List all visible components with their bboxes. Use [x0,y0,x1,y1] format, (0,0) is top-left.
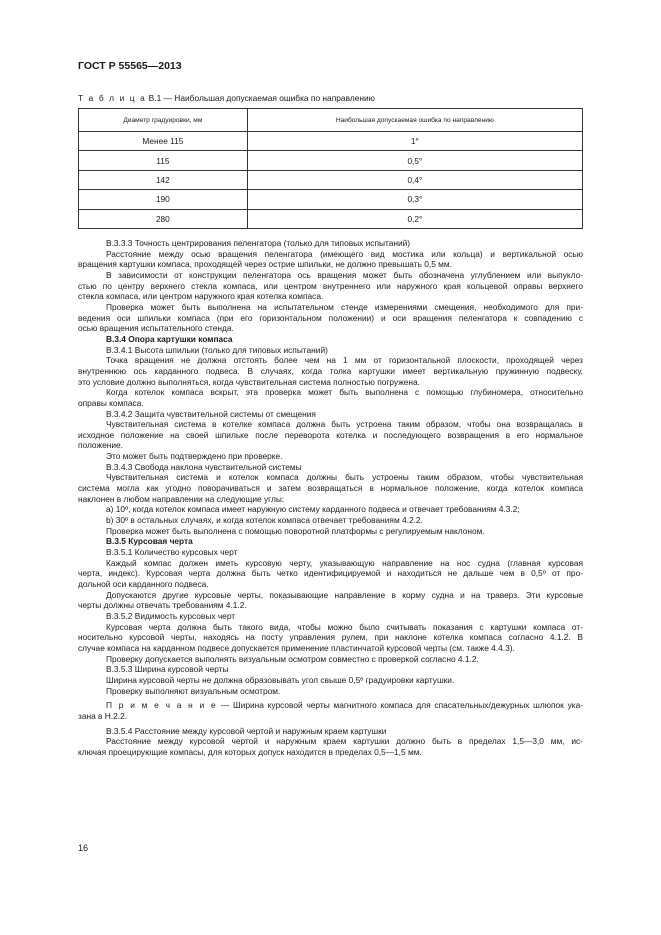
section-heading: В.3.5.1 Количество курсовых черт [106,547,238,558]
table-cell-diameter: 190 [79,190,248,209]
section-heading: В.3.4.2 Защита чувствительной системы от смещения [106,408,316,419]
paragraph-line: Курсовая черта должна быть такого вида, чтобы можно было считывать показания с картушки компаса от- [106,621,583,632]
table-cell-diameter: 280 [79,209,248,228]
note-label: П р и м е ч а н и е [106,700,218,711]
note-text: — Ширина курсовой черты магнитного компаса для спасательных/дежурных шлюпок ука- [217,700,583,711]
table-caption-text: В.1 — Наибольшая допускаемая ошибка по направлению [146,93,375,103]
table-cell-error: 1° [247,132,582,151]
table-row [79,170,583,189]
document-header: ГОСТ Р 55565—2013 [78,60,182,72]
paragraph-line: случае компаса на карданном подвесе допускается применение пластинчатой курсовой черты (см. также 4.4.3). [78,642,515,653]
paragraph-line: ключая проецирующие компасы, для которых допуск находится в пределах 0,5—1,5 мм. [78,746,422,757]
table-cell-error: 0,3° [247,190,582,209]
section-heading: В.3.5.3 Ширина курсовой черты [106,664,229,675]
table-header-error: Наибольшая допускаемая ошибка по направлению [247,109,582,132]
section-heading: В.3.4.3 Свобода наклона чувствительной системы [106,461,302,472]
paragraph-line: носительно курсовой черты, находясь на посту управления рулем, при наклоне котелка компаса согласно 4.1.2. В [78,632,583,643]
table-row [79,190,583,209]
paragraph-line: стекла компаса, или центром наружного края котелка компаса. [78,291,324,302]
table-header-row [79,109,583,132]
section-heading: В.3.5.4 Расстояние между курсовой чертой и наружным краем картушки [106,725,387,736]
paragraph-line: система могла как угодно поворачиваться и затем возвращаться в нормальное положение, когда котелок компаса [78,483,583,494]
section-heading: В.3.4.1 Высота шпильки (только для типовых испытаний) [106,344,328,355]
paragraph-line: Проверку допускается выполнять визуальным осмотром совместно с проверкой согласно 4.1.2. [106,653,479,664]
paragraph-line: исходное положение на своей шпильке после переворота котелка и последующего возвращения в его нормальное [78,429,583,440]
table-header-diameter: Диаметр градуировки, мм [79,109,248,132]
paragraph-line: это условие должно выполняться, когда чувствительная система полностью погружена. [78,376,420,387]
error-table [78,108,583,229]
paragraph-line: ведения оси шпильки компаса (при его горизонтальном положении) и оси вращения пеленгатора к совпадению с [78,312,583,323]
table-cell-error: 0,4° [247,170,582,189]
paragraph-line: Расстояние между осью вращения пеленгатора (имеющего вид мостика или кольца) и вертикальной осью [106,248,583,259]
paragraph-line: В зависимости от конструкции пеленгатора ось вращения может быть обозначена углублением или выпукло- [106,269,583,280]
paragraph-line: внутреннюю ось карданного подвеса. В случаях, когда толка картушки имеет вертикальную пружинную подвеску, [78,365,583,376]
section-heading: В.3.5.2 Видимость курсовых черт [106,610,236,621]
paragraph-line: положение. [78,440,123,451]
paragraph-line: Проверку выполняют визуальным осмотром. [106,685,281,696]
table-row [79,151,583,170]
paragraph-line: Расстояние между курсовой чертой и наружным краем картушки должно быть в пределах 1,5—3,0 мм, ис- [106,736,583,747]
paragraph-line: Это может быть подтверждено при проверке. [106,451,283,462]
paragraph-line: стью по центру верхнего стекла компаса, или центром внутреннего или наружного края кольцевой оправы верхнего [78,280,583,291]
paragraph-line: Проверка может быть выполнена на испытательном стенде измерениями смещения, необходимого для при- [106,301,583,312]
paragraph-line: Чувствительная система в котелке компаса должна быть устроена таким образом, чтобы она возвращалась в [106,419,583,430]
table-cell-diameter: Менее 115 [79,132,248,151]
paragraph-line: наклонен в любом направлении на следующие углы: [78,493,285,504]
paragraph-line: черты должны отвечать требованиям 4.1.2. [78,600,247,611]
table-row [79,209,583,228]
table-cell-error: 0,2° [247,209,582,228]
paragraph-line: осью вращения испытательного стенда. [78,323,234,334]
paragraph-line: Ширина курсовой черты не должна образовывать угол свыше 0,5º градуировки картушки. [106,674,455,685]
section-heading: В.3.4 Опора картушки компаса [106,333,233,344]
paragraph-line: Когда котелок компаса вскрыт, эта проверка может быть выполнена с помощью глубиномера, относительно [106,387,583,398]
paragraph-line: Проверка может быть выполнена с помощью поворотной платформы с регулируемым наклоном. [106,525,485,536]
table-caption [78,93,375,103]
document-body [78,238,583,758]
table-cell-diameter: 115 [79,151,248,170]
note-paragraph [78,700,583,711]
paragraph-line: вращения картушки компаса, проходящей через острие шпильки, не должно превышать 0,5 мм. [78,259,452,270]
table-cell-error: 0,5° [247,151,582,170]
paragraph-line: черта, индекс). Курсовая черта должна быть четко идентифицируемой и находиться не дальше чем в 0,5º от про- [78,568,583,579]
paragraph-line: Точка вращения не должна отстоять более чем на 1 мм от горизонтальной плоскости, проходящей через [106,355,583,366]
paragraph-line: оправы компаса. [78,397,144,408]
page-number: 16 [78,843,89,853]
table-cell-diameter: 142 [79,170,248,189]
list-item: b) 30º в остальных случаях, и когда котелок компаса отвечает требованиям 4.2.2. [106,515,423,526]
section-heading: В.3.5 Курсовая черта [106,536,193,547]
section-heading: В.3.3.3 Точность центрирования пеленгатора (только для типовых испытаний) [106,238,411,248]
note-continuation: зана в Н.2.2. [78,710,128,721]
paragraph-line: дольной оси карданного подвеса. [78,579,209,589]
table-caption-prefix: Т а б л и ц а [78,93,147,103]
table-row [79,132,583,151]
paragraph-line: Каждый компас должен иметь курсовую черту, указывающую направление на нос судна (главная курсовая [106,557,583,568]
list-item: a) 10º, когда котелок компаса имеет наружную систему карданного подвеса и отвечает требованиям 4.3.2; [106,504,520,515]
paragraph-line: Допускаются другие курсовые черты, показывающие направление в корму судна и на траверз. Эти курсовые [106,589,583,600]
paragraph-line: Чувствительная система и котелок компаса должны быть устроены таким образом, чтобы чувствительная [106,472,583,483]
